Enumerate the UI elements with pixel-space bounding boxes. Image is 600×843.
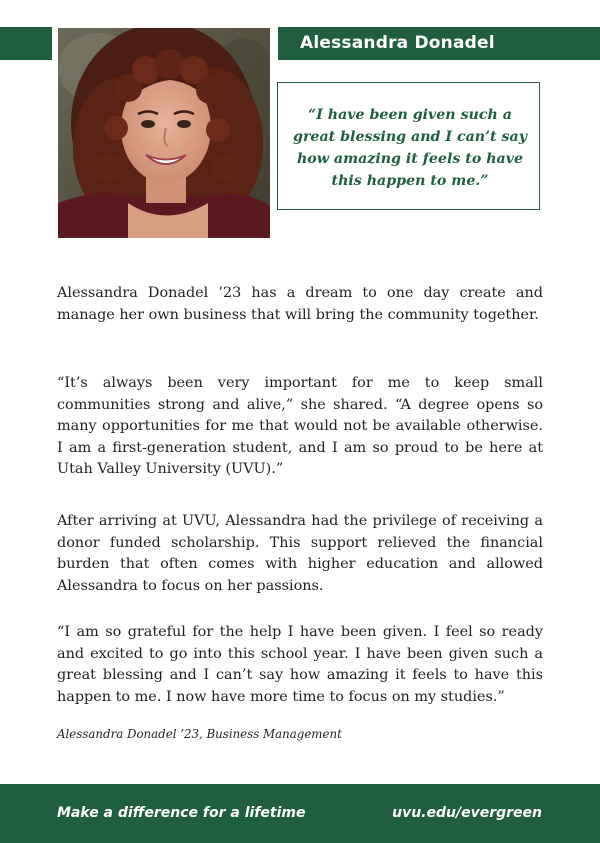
body-paragraph-4: “I am so grateful for the help I have been given. I feel so ready and excited to go into this school year. I have been given such a great blessing and I can’t say how amazing it feels to have this happen to me. I now have more time to focus on my studies.”	[57, 624, 543, 705]
attribution: Alessandra Donadel ’23, Business Management	[57, 727, 342, 741]
pull-quote: “I have been given such a great blessing and I can’t say how amazing it feels to have this happen to me.”	[293, 107, 527, 189]
body-paragraph-3: After arriving at UVU, Alessandra had the privilege of receiving a donor funded scholarship. This support relieved the financial burden that often comes with higher education and allowed Alessandra to focus on her passions.	[57, 513, 543, 594]
profile-name: Alessandra Donadel	[300, 33, 495, 53]
body-paragraph-1: Alessandra Donadel ’23 has a dream to one day create and manage her own business that will bring the community together.	[57, 285, 543, 323]
portrait-illustration	[58, 28, 270, 238]
portrait-photo	[58, 28, 270, 238]
footer-tagline: Make a difference for a lifetime	[57, 805, 306, 821]
footer-url-link[interactable]: uvu.edu/evergreen	[392, 805, 542, 821]
body-paragraph-2: “It’s always been very important for me to keep small communities strong and alive,” she shared. “A degree opens so many opportunities for me that would not be available otherwise. I am a first-generation student, and I am so proud to be here at Utah Valley University (UVU).”	[57, 375, 543, 477]
